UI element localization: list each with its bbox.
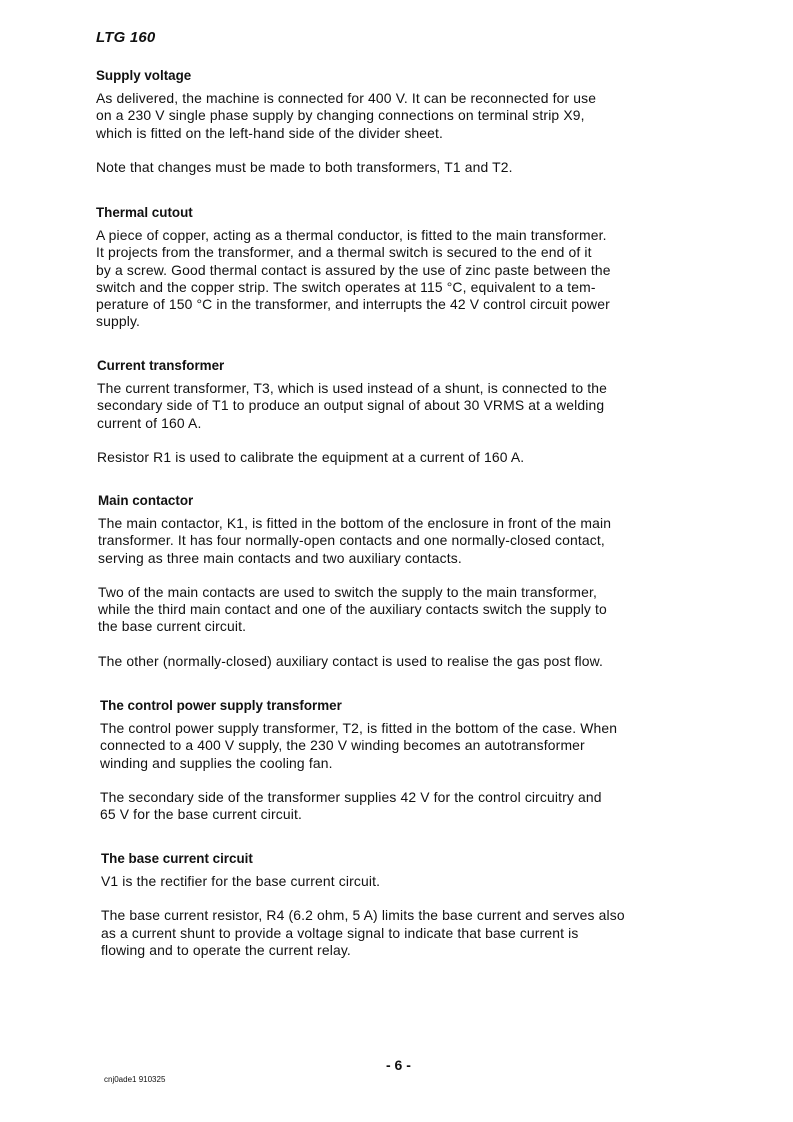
section-paragraph: A piece of copper, acting as a thermal conductor, is fitted to the main transformer. It projects from the transformer, and a thermal switch is secured to the end of it by a screw. Good thermal contact is assured by the use of zinc paste between the switch and the copper strip. The switch operates at 115 °C, equivalent to a tem- perature of 150 °C in the transformer, and interrupts the 42 V control circuit power supply. [96, 227, 611, 330]
section-paragraph: Note that changes must be made to both transformers, T1 and T2. [96, 158, 513, 175]
section-paragraph: Resistor R1 is used to calibrate the equipment at a current of 160 A. [97, 448, 525, 465]
section-base-current-circuit [101, 850, 713, 959]
section-heading: The control power supply transformer [100, 698, 342, 713]
document-code: cnj0ade1 910325 [104, 1075, 166, 1084]
section-paragraph: V1 is the rectifier for the base current circuit. [101, 873, 381, 889]
section-paragraph: The main contactor, K1, is fitted in the bottom of the enclosure in front of the main transformer. It has four normally-open contacts and one normally-closed contact, serving as three main contacts and two auxiliary contacts. [98, 515, 612, 566]
section-heading: Main contactor [98, 493, 194, 508]
section-paragraph: Two of the main contacts are used to switch the supply to the main transformer, while the third main contact and one of the auxiliary contacts switch the supply to the base current circuit. [98, 583, 607, 635]
section-heading: Current transformer [97, 358, 225, 373]
section-main-contactor [98, 492, 710, 670]
section-supply-voltage [96, 67, 708, 176]
section-heading: Supply voltage [96, 68, 192, 83]
section-heading: The base current circuit [101, 851, 253, 866]
section-paragraph: The current transformer, T3, which is used instead of a shunt, is connected to the secondary side of T1 to produce an output signal of about 30 VRMS at a welding current of 160 A. [97, 380, 608, 431]
document-title: LTG 160 [96, 29, 156, 46]
section-paragraph: As delivered, the machine is connected for 400 V. It can be reconnected for use on a 230 V single phase supply by changing connections on terminal strip X9, which is fitted on the left-hand side of the divider sheet. [96, 90, 597, 141]
section-paragraph: The base current resistor, R4 (6.2 ohm, 5 A) limits the base current and serves also as a current shunt to provide a voltage signal to indicate that base current is flowing and to operate the current relay. [101, 907, 625, 958]
section-current-transformer [97, 357, 709, 466]
section-control-power-supply-transformer [100, 697, 712, 823]
section-paragraph: The control power supply transformer, T2, is fitted in the bottom of the case. When connected to a 400 V supply, the 230 V winding becomes an autotransformer winding and supplies the cooling fan. [100, 720, 618, 771]
page-number: - 6 - [386, 1057, 411, 1073]
section-thermal-cutout [96, 204, 708, 331]
section-paragraph: The other (normally-closed) auxiliary contact is used to realise the gas post flow. [98, 652, 604, 669]
section-paragraph: The secondary side of the transformer supplies 42 V for the control circuitry and 65 V for the base current circuit. [100, 788, 602, 823]
section-heading: Thermal cutout [96, 205, 193, 220]
